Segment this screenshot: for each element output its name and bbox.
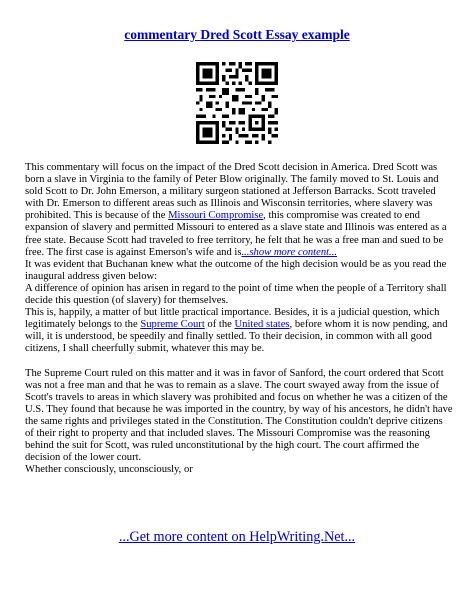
united-states-link[interactable]: United states — [234, 319, 290, 331]
paragraph-buchanan: It was evident that Buchanan knew what the outcome of the high decision would be as you read the inaugural address given below: — [25, 258, 447, 282]
paragraph-ruling: The Supreme Court ruled on this matter and it was in favor of Sanford, the court ordered that Scott was not a free man and that he was to remain as a slave. The court swayed away from the issue of Scott's travels to areas in which slavery was prohibited and focus on whether he was a citizen of the U.S. They found that because he was imported in the country, by way of his ancestors, he didn't have the same rights and privileges stated in the Constitution. The Constitution couldn't deprive citizens of their right to property and that included slaves. The Missouri Compromise was the reasoning behind the suit for Scott, was ruled unconstitutional by the high court. The court affirmed the decision of the lower court. — [25, 367, 453, 464]
paragraph-intro: This commentary will focus on the impact of the Dred Scott decision in America. Dred Scott was born a slave in Virginia to the family of Peter Blow originally. The family moved to St. Louis and sold Scott to Dr. John Emerson, a military surgeon stationed at Jefferson Barracks. Scott traveled with Dr. Emerson to different areas such as Illinois and Wisconsin territories, where slavery was prohibited. This is because of the Missouri Compromise, this compromise was created to end expansion of slavery and permitted Missouri to entered as a slave state and Illinois was entered as a free state. Because Scott had traveled to free territory, he felt that he was a free man and sued to be free. The first case is against Emerson's wife and is...show more content... — [25, 162, 447, 258]
paragraph-judicial: This is, happily, a matter of but little practical importance. Besides, it is a judicial question, which legitimately belongs to the Supreme Court of the United states, before whom it is now pending, and will, it is understood, be speedily and finally settled. To their decision, in common with all good citizens, I shall cheerfully submit, whatever this may be. — [25, 307, 448, 355]
paragraph-quote: A difference of opinion has arisen in regard to the point of time when the people of a Territory shall decide this question (of slavery) for themselves. — [25, 282, 447, 307]
paragraph-gap — [25, 356, 453, 368]
title-link[interactable]: commentary Dred Scott Essay example — [124, 27, 350, 42]
missouri-compromise-link[interactable]: Missouri Compromise — [168, 210, 264, 222]
supreme-court-link[interactable]: Supreme Court — [140, 319, 205, 331]
qr-code-icon — [196, 62, 278, 144]
essay-body — [25, 162, 453, 476]
show-more-content-link[interactable]: ...show more content... — [241, 246, 337, 258]
paragraph-closing: Whether consciously, unconsciously, or — [25, 464, 193, 476]
get-more-content-link[interactable]: ...Get more content on HelpWriting.Net... — [118, 529, 356, 545]
document-title — [0, 27, 474, 43]
footer — [0, 529, 474, 546]
